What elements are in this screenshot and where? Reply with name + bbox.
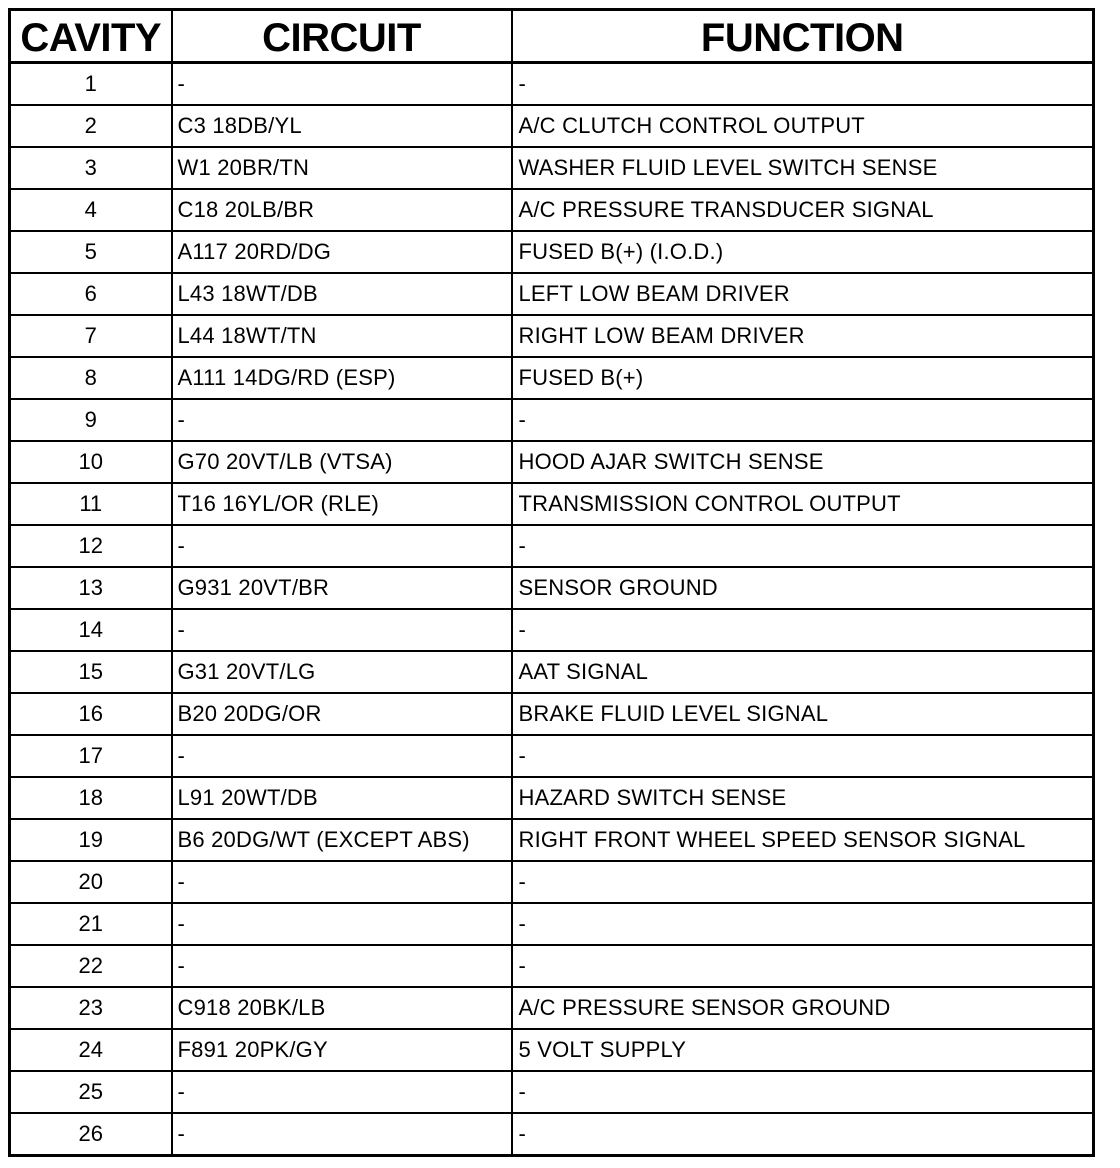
cavity-cell: 15: [10, 651, 172, 693]
table-row: [10, 231, 1094, 273]
circuit-cell: T16 16YL/OR (RLE): [172, 483, 512, 525]
function-cell: -: [512, 1071, 1094, 1113]
function-cell: -: [512, 399, 1094, 441]
circuit-cell: B6 20DG/WT (EXCEPT ABS): [172, 819, 512, 861]
table-row: [10, 147, 1094, 189]
circuit-cell: F891 20PK/GY: [172, 1029, 512, 1071]
function-cell: -: [512, 609, 1094, 651]
table-row: [10, 819, 1094, 861]
circuit-cell: G931 20VT/BR: [172, 567, 512, 609]
cavity-cell: 21: [10, 903, 172, 945]
table-row: [10, 357, 1094, 399]
circuit-cell: C3 18DB/YL: [172, 105, 512, 147]
table-row: [10, 105, 1094, 147]
table-row: [10, 483, 1094, 525]
table-row: [10, 1113, 1094, 1156]
function-cell: TRANSMISSION CONTROL OUTPUT: [512, 483, 1094, 525]
table-row: [10, 525, 1094, 567]
circuit-cell: C918 20BK/LB: [172, 987, 512, 1029]
function-cell: A/C PRESSURE TRANSDUCER SIGNAL: [512, 189, 1094, 231]
circuit-column-header: CIRCUIT: [172, 10, 512, 63]
function-cell: FUSED B(+): [512, 357, 1094, 399]
function-cell: -: [512, 63, 1094, 106]
table-row: [10, 273, 1094, 315]
header-row: [10, 10, 1094, 63]
table-row: [10, 987, 1094, 1029]
circuit-cell: -: [172, 609, 512, 651]
circuit-cell: L44 18WT/TN: [172, 315, 512, 357]
circuit-cell: G70 20VT/LB (VTSA): [172, 441, 512, 483]
cavity-cell: 20: [10, 861, 172, 903]
table-row: [10, 861, 1094, 903]
cavity-cell: 7: [10, 315, 172, 357]
cavity-cell: 6: [10, 273, 172, 315]
cavity-cell: 13: [10, 567, 172, 609]
function-cell: FUSED B(+) (I.O.D.): [512, 231, 1094, 273]
function-cell: HOOD AJAR SWITCH SENSE: [512, 441, 1094, 483]
function-cell: RIGHT FRONT WHEEL SPEED SENSOR SIGNAL: [512, 819, 1094, 861]
table-row: [10, 609, 1094, 651]
circuit-cell: -: [172, 945, 512, 987]
circuit-cell: -: [172, 525, 512, 567]
function-cell: SENSOR GROUND: [512, 567, 1094, 609]
circuit-cell: W1 20BR/TN: [172, 147, 512, 189]
table-row: [10, 735, 1094, 777]
table-body: [10, 63, 1094, 1156]
circuit-cell: -: [172, 399, 512, 441]
cavity-cell: 10: [10, 441, 172, 483]
circuit-cell: G31 20VT/LG: [172, 651, 512, 693]
function-column-header: FUNCTION: [512, 10, 1094, 63]
cavity-cell: 18: [10, 777, 172, 819]
cavity-cell: 9: [10, 399, 172, 441]
circuit-cell: A111 14DG/RD (ESP): [172, 357, 512, 399]
table-row: [10, 945, 1094, 987]
function-cell: LEFT LOW BEAM DRIVER: [512, 273, 1094, 315]
cavity-cell: 22: [10, 945, 172, 987]
table-row: [10, 693, 1094, 735]
circuit-cell: L43 18WT/DB: [172, 273, 512, 315]
circuit-cell: L91 20WT/DB: [172, 777, 512, 819]
cavity-cell: 16: [10, 693, 172, 735]
circuit-cell: -: [172, 63, 512, 106]
circuit-cell: B20 20DG/OR: [172, 693, 512, 735]
circuit-cell: A117 20RD/DG: [172, 231, 512, 273]
table-row: [10, 903, 1094, 945]
function-cell: A/C CLUTCH CONTROL OUTPUT: [512, 105, 1094, 147]
function-cell: 5 VOLT SUPPLY: [512, 1029, 1094, 1071]
function-cell: -: [512, 735, 1094, 777]
circuit-cell: -: [172, 1113, 512, 1156]
cavity-cell: 3: [10, 147, 172, 189]
function-cell: -: [512, 945, 1094, 987]
function-cell: -: [512, 525, 1094, 567]
cavity-cell: 8: [10, 357, 172, 399]
function-cell: BRAKE FLUID LEVEL SIGNAL: [512, 693, 1094, 735]
cavity-cell: 11: [10, 483, 172, 525]
function-cell: -: [512, 903, 1094, 945]
table-row: [10, 651, 1094, 693]
cavity-cell: 19: [10, 819, 172, 861]
table-row: [10, 189, 1094, 231]
function-cell: WASHER FLUID LEVEL SWITCH SENSE: [512, 147, 1094, 189]
circuit-cell: -: [172, 903, 512, 945]
cavity-cell: 26: [10, 1113, 172, 1156]
function-cell: RIGHT LOW BEAM DRIVER: [512, 315, 1094, 357]
table-row: [10, 567, 1094, 609]
cavity-cell: 1: [10, 63, 172, 106]
cavity-cell: 17: [10, 735, 172, 777]
table-row: [10, 399, 1094, 441]
table-row: [10, 63, 1094, 106]
circuit-cell: -: [172, 861, 512, 903]
table-row: [10, 1029, 1094, 1071]
function-cell: -: [512, 861, 1094, 903]
cavity-cell: 5: [10, 231, 172, 273]
table-row: [10, 777, 1094, 819]
connector-pinout-table: [8, 8, 1095, 1157]
cavity-cell: 14: [10, 609, 172, 651]
cavity-cell: 24: [10, 1029, 172, 1071]
cavity-cell: 12: [10, 525, 172, 567]
table-row: [10, 1071, 1094, 1113]
cavity-column-header: CAVITY: [10, 10, 172, 63]
table-row: [10, 441, 1094, 483]
function-cell: -: [512, 1113, 1094, 1156]
cavity-cell: 25: [10, 1071, 172, 1113]
circuit-cell: C18 20LB/BR: [172, 189, 512, 231]
function-cell: AAT SIGNAL: [512, 651, 1094, 693]
function-cell: HAZARD SWITCH SENSE: [512, 777, 1094, 819]
table-row: [10, 315, 1094, 357]
function-cell: A/C PRESSURE SENSOR GROUND: [512, 987, 1094, 1029]
cavity-cell: 2: [10, 105, 172, 147]
cavity-cell: 23: [10, 987, 172, 1029]
circuit-cell: -: [172, 1071, 512, 1113]
cavity-cell: 4: [10, 189, 172, 231]
circuit-cell: -: [172, 735, 512, 777]
